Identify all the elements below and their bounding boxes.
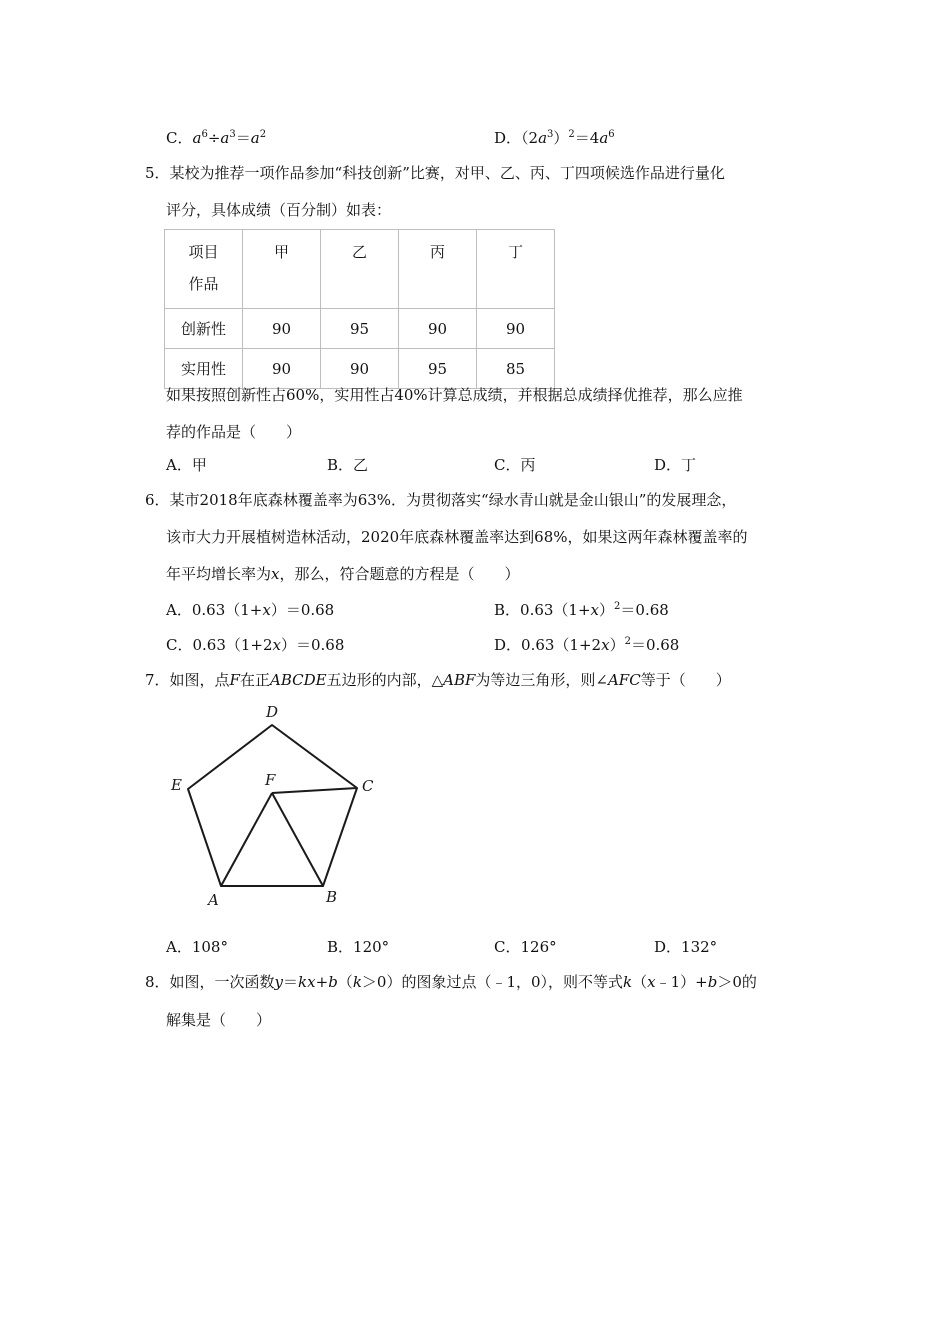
table-row-label: 实用性 bbox=[165, 349, 243, 389]
q5-stem-line2: 评分，具体成绩（百分制）如表： bbox=[166, 201, 392, 219]
q5-option-b: B．乙 bbox=[327, 456, 369, 474]
table-cell: 95 bbox=[399, 349, 477, 389]
score-table bbox=[164, 229, 555, 389]
q5-option-c: C．丙 bbox=[494, 456, 536, 474]
q6-option-b: B．$0.63(1+x)^2=0.68$ bbox=[494, 601, 669, 619]
q5-stem-line1: 5．某校为推荐一项作品参加“科技创新”比赛，对甲、乙、丙、丁四项候选作品进行量化 bbox=[145, 164, 725, 182]
table-cell: 85 bbox=[477, 349, 555, 389]
table-header-cell: 丙 bbox=[399, 230, 477, 309]
q5-stem-line3: 如果按照创新性占60%，实用性占40%计算总成绩，并根据总成绩择优推荐，那么应推 bbox=[166, 386, 743, 404]
table-cell: 90 bbox=[243, 309, 321, 349]
table-cell: 90 bbox=[477, 309, 555, 349]
table-cell: 95 bbox=[321, 309, 399, 349]
label-a: A bbox=[208, 891, 219, 909]
label-c: C bbox=[362, 777, 374, 795]
segment-af bbox=[221, 793, 272, 886]
q6-option-d: D．$0.63(1+2x)^2=0.68$ bbox=[494, 636, 680, 654]
table-header-cell: 丁 bbox=[477, 230, 555, 309]
segment-fc bbox=[272, 788, 357, 793]
q6-option-c: C．0.63（1+2x）＝0.68 bbox=[166, 636, 345, 654]
pentagon-figure bbox=[166, 700, 386, 915]
table-cell: 90 bbox=[399, 309, 477, 349]
pentagon-abcde bbox=[188, 725, 357, 886]
table-corner-cell: 项目 作品 bbox=[165, 230, 243, 309]
q8-stem-line1: 8．如图，一次函数y＝kx+b（k＞0）的图象过点（﹣1，0），则不等式k（x﹣1）+b＞0的 bbox=[145, 973, 757, 991]
q7-option-c: C．126° bbox=[494, 938, 557, 956]
q4-option-d: D．$(2a^3)^2=4a^6$ bbox=[494, 129, 615, 147]
q7-option-d: D．132° bbox=[654, 938, 718, 956]
table-row bbox=[165, 309, 555, 349]
q7-stem: 7．如图，点F在正ABCDE五边形的内部，△ABF为等边三角形，则∠AFC等于（ ） bbox=[145, 671, 731, 689]
label-e: E bbox=[171, 776, 182, 794]
q6-option-a: A．0.63（1+x）＝0.68 bbox=[166, 601, 335, 619]
label-f: F bbox=[265, 771, 276, 789]
segment-bf bbox=[272, 793, 323, 886]
q5-option-a: A．甲 bbox=[166, 456, 207, 474]
table-row bbox=[165, 349, 555, 389]
table-row-label: 创新性 bbox=[165, 309, 243, 349]
q6-stem-line3: 年平均增长率为x，那么，符合题意的方程是（ ） bbox=[166, 565, 520, 583]
q7-option-b: B．120° bbox=[327, 938, 390, 956]
q8-stem-line2: 解集是（ ） bbox=[166, 1011, 272, 1029]
q6-stem-line2: 该市大力开展植树造林活动，2020年底森林覆盖率达到68%，如果这两年森林覆盖率的 bbox=[166, 528, 748, 546]
q6-stem-line1: 6．某市2018年底森林覆盖率为63%．为贯彻落实“绿水青山就是金山银山”的发展理念， bbox=[145, 491, 737, 509]
table-cell: 90 bbox=[321, 349, 399, 389]
q5-stem-line4: 荐的作品是（ ） bbox=[166, 423, 302, 441]
table-header-cell: 甲 bbox=[243, 230, 321, 309]
label-b: B bbox=[326, 888, 338, 906]
q7-option-a: A．108° bbox=[166, 938, 228, 956]
q5-option-d: D．丁 bbox=[654, 456, 697, 474]
table-header-row bbox=[165, 230, 555, 309]
q4-option-c: C．$a^6\div a^3=a^2$ bbox=[166, 129, 267, 147]
table-header-cell: 乙 bbox=[321, 230, 399, 309]
table-cell: 90 bbox=[243, 349, 321, 389]
label-d: D bbox=[266, 703, 279, 721]
